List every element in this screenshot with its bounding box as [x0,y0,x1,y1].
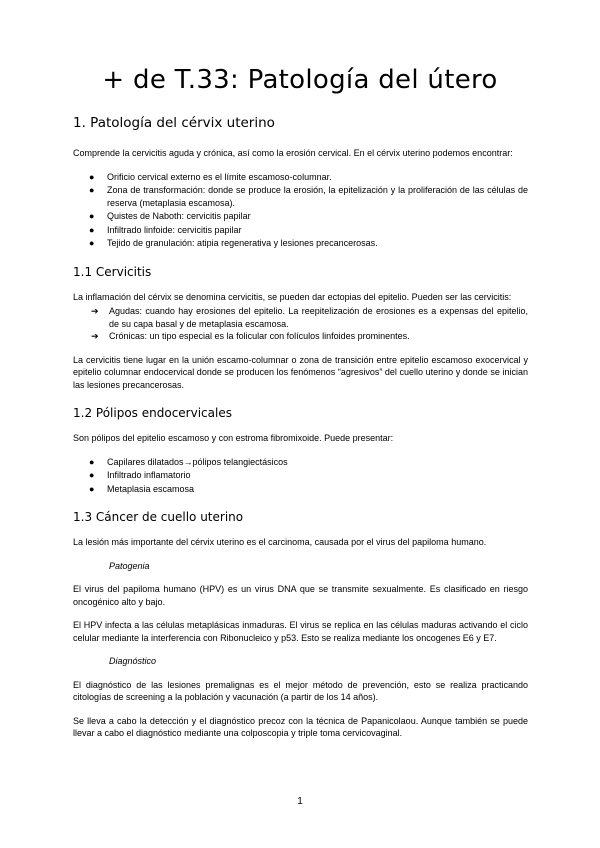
list-item: ➔ Crónicas: un tipo especial es la folicular con folículos linfoides prominentes. [91,331,410,341]
bullet-marker: ● [89,483,95,494]
list-item: ➔ Agudas: cuando hay erosiones del epitelio. La reepitelización de erosiones es a expensas del epitelio, de su capa basal y de metaplasia escamosa. [91,306,528,329]
list-item: ● Infiltrado inflamatorio [89,470,191,480]
list-item: ● Zona de transformación: donde se produce la erosión, la epitelización y la proliferación de las células de reserva (metaplasia escamosa). [89,185,528,208]
paragraph: Comprende la cervicitis aguda y crónica, así como la erosión cervical. En el cérvix uterino podemos encontrar: [73,148,513,158]
page-number: 1 [297,796,303,807]
bullet-marker: ● [89,185,95,195]
document-body [73,113,528,751]
list-item: ● Orificio cervical externo es el límite escamoso-columnar. [89,171,332,182]
arrow-marker-icon: ➔ [91,306,99,316]
section-heading-cervix: 1. Patología del cérvix uterino [73,115,275,131]
bullet-marker: ● [89,171,95,182]
paragraph: La lesión más importante del cérvix uterino es el carcinoma, causada por el virus del papiloma humano. [73,537,487,547]
bullet-marker: ● [89,224,95,235]
paragraph: El virus del papiloma humano (HPV) es un virus DNA que se transmite sexualmente. Es clasificado en riesgo oncogénico alto y bajo. [73,584,528,607]
paragraph: Se lleva a cabo la detección y el diagnóstico precoz con la técnica de Papanicolaou. Aunque también se puede llevar a cabo el diagnóstico mediante una colposcopia y triple toma cervicovaginal. [73,715,528,738]
subheading-diagnostico: Diagnóstico [109,656,157,666]
bullet-list [73,456,528,496]
bullet-marker: ● [89,211,95,221]
list-item: ● Tejido de granulación: atipia regenerativa y lesiones precancerosas. [89,238,378,248]
list-item: ● Metaplasia escamosa [89,483,195,494]
paragraph: La cervicitis tiene lugar en la unión escamo-columnar o zona de transición entre epitelio escamoso exocervical y epitelio columnar endocervical donde se producen los fenómenos “agresivos” del cuello uterino y donde se inician las lesiones precancerosas. [73,354,528,390]
arrow-marker-icon: ➔ [91,331,99,341]
bullet-marker: ● [89,470,95,480]
section-heading-polipos: 1.2 Pólipos endocervicales [73,406,232,420]
paragraph: La inflamación del cérvix se denomina cervicitis, se pueden dar ectopias del epitelio. Pueden ser las cervicitis: [73,291,512,302]
subheading-patogenia: Patogenia [109,560,150,571]
paragraph: El HPV infecta a las células metaplásicas inmaduras. El virus se replica en las células maduras activando el ciclo celular mediante la interferencia con Ribonucleico y p53. Esto se realiza mediante los oncogenes E6 y E7. [73,620,528,643]
section-heading-cervicitis: 1.1 Cervicitis [73,264,152,279]
section-heading-cancer: 1.3 Cáncer de cuello uterino [73,510,244,524]
bullet-marker: ● [89,456,95,467]
document-title: + de T.33: Patología del útero [102,65,498,95]
list-item: ● Capilares dilatados→pólipos telangiectásicos [89,456,288,467]
bullet-marker: ● [89,238,95,248]
bullet-list [73,171,528,250]
paragraph: Son pólipos del epitelio escamoso y con estroma fibromixoide. Puede presentar: [73,433,394,443]
list-item: ● Quistes de Naboth: cervicitis papilar [89,211,251,221]
paragraph: El diagnóstico de las lesiones premalignas es el mejor método de prevención, esto se realiza practicando citologías de screening a la población y vacunación (a partir de los 14 años). [73,679,528,702]
arrow-list [73,305,528,343]
list-item: ● Infiltrado linfoide: cervicitis papilar [89,224,242,235]
